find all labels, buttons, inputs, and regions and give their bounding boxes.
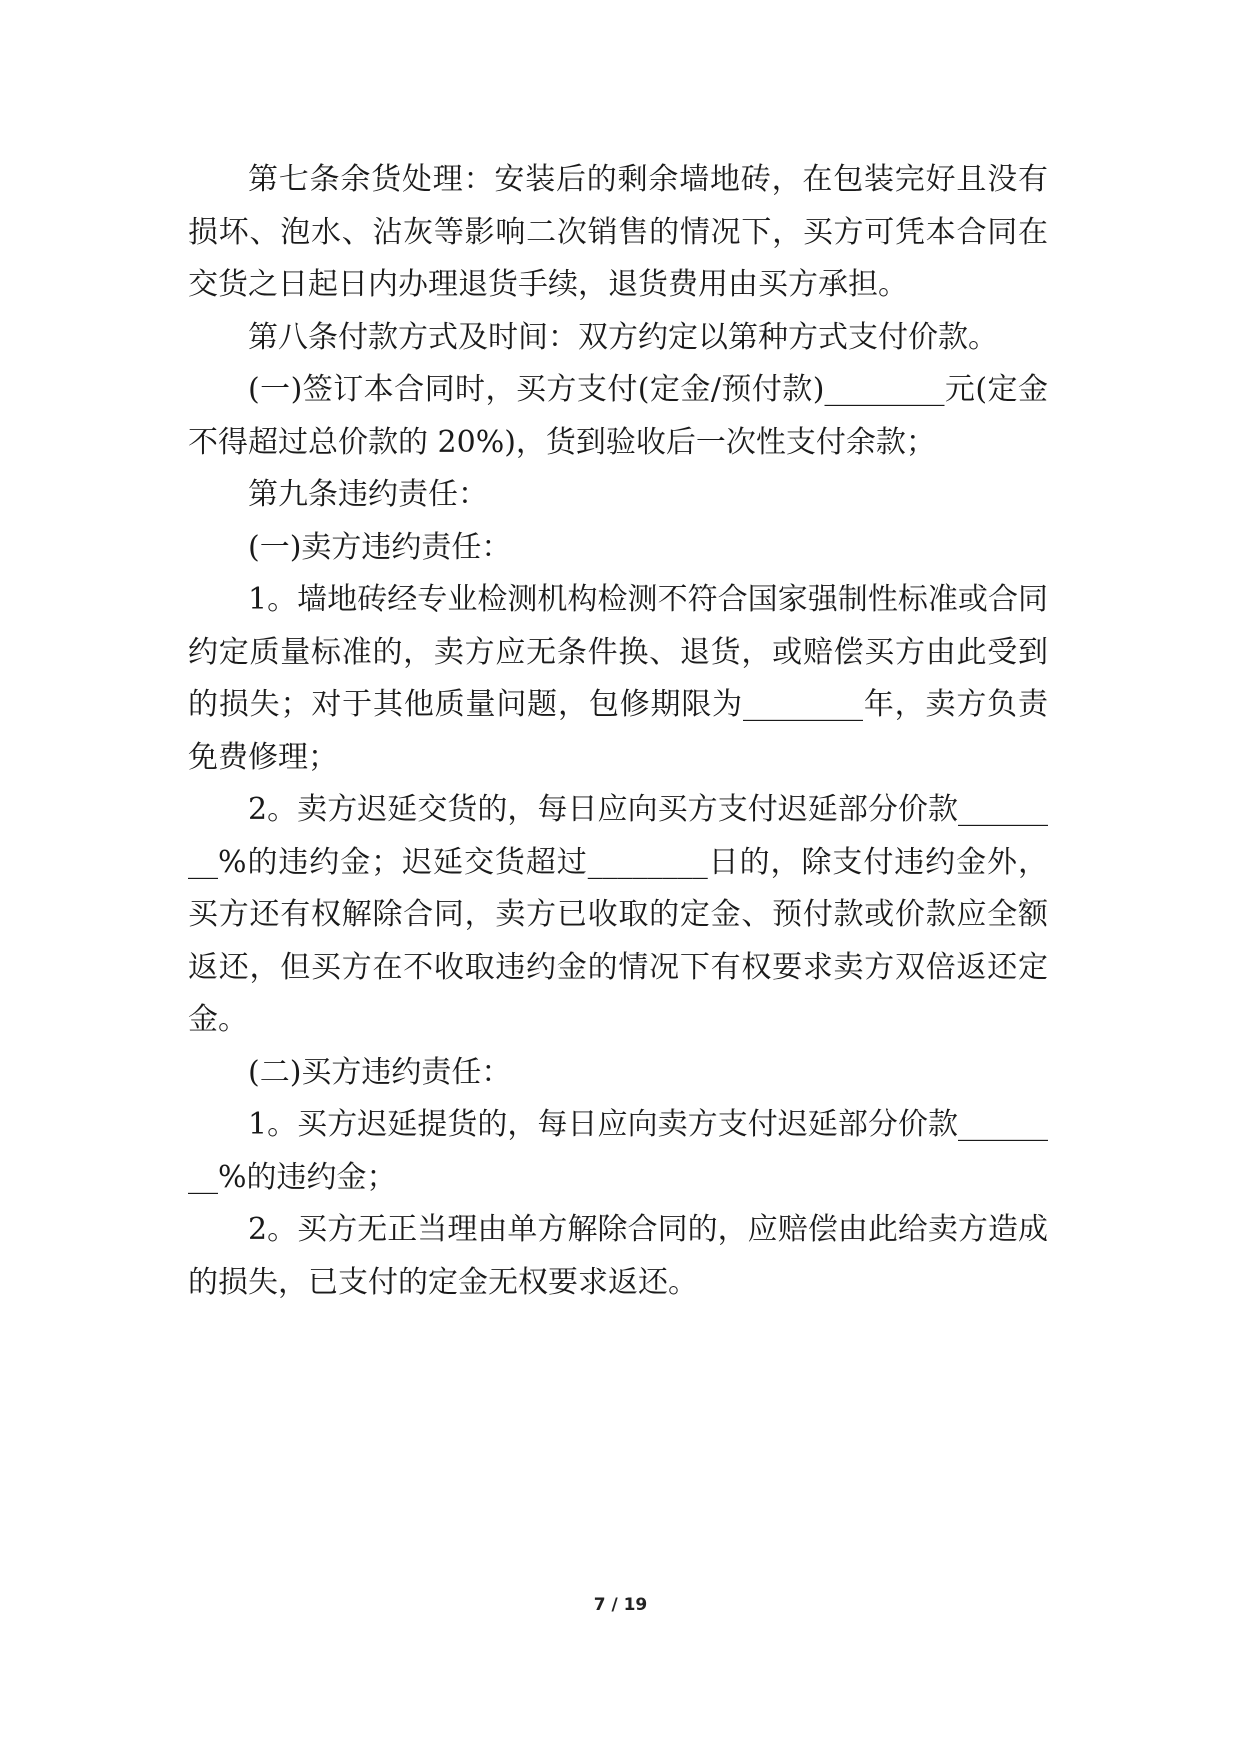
page-number: 7 / 19	[593, 1595, 648, 1615]
paragraph-article-7: 第七条余货处理：安装后的剩余墙地砖，在包装完好且没有损坏、泡水、沾灰等影响二次销售的情况下，买方可凭本合同在交货之日起日内办理退货手续，退货费用由买方承担。	[188, 162, 1048, 302]
paragraph-article-8-item-1: (一)签订本合同时，买方支付(定金/预付款)________元(定金不得超过总价款的 20%)，货到验收后一次性支付余款；	[188, 372, 1048, 460]
paragraph-buyer-liability-heading: (二)买方违约责任：	[248, 1054, 512, 1090]
paragraph-article-8: 第八条付款方式及时间：双方约定以第种方式支付价款。	[248, 319, 998, 355]
paragraph-seller-liability-1: 1。墙地砖经专业检测机构检测不符合国家强制性标准或合同约定质量标准的，卖方应无条件换、退货，或赔偿买方由此受到的损失；对于其他质量问题，包修期限为________年，卖方负责免费修理；	[188, 582, 1048, 775]
paragraph-article-9: 第九条违约责任：	[248, 477, 488, 512]
paragraph-seller-liability-2: 2。卖方迟延交货的，每日应向买方支付迟延部分价款________%的违约金；迟延交货超过________日的，除支付违约金外，买方还有权解除合同，卖方已收取的定金、预付款或价款应全额返还，但买方在不收取违约金的情况下有权要求卖方双倍返还定金。	[188, 792, 1048, 1037]
document-body	[188, 154, 1048, 1309]
paragraph-buyer-liability-2: 2。买方无正当理由单方解除合同的，应赔偿由此给卖方造成的损失，已支付的定金无权要求返还。	[188, 1212, 1048, 1300]
paragraph-buyer-liability-1: 1。买方迟延提货的，每日应向卖方支付迟延部分价款________%的违约金；	[188, 1107, 1048, 1195]
paragraph-seller-liability-heading: (一)卖方违约责任：	[248, 529, 512, 565]
